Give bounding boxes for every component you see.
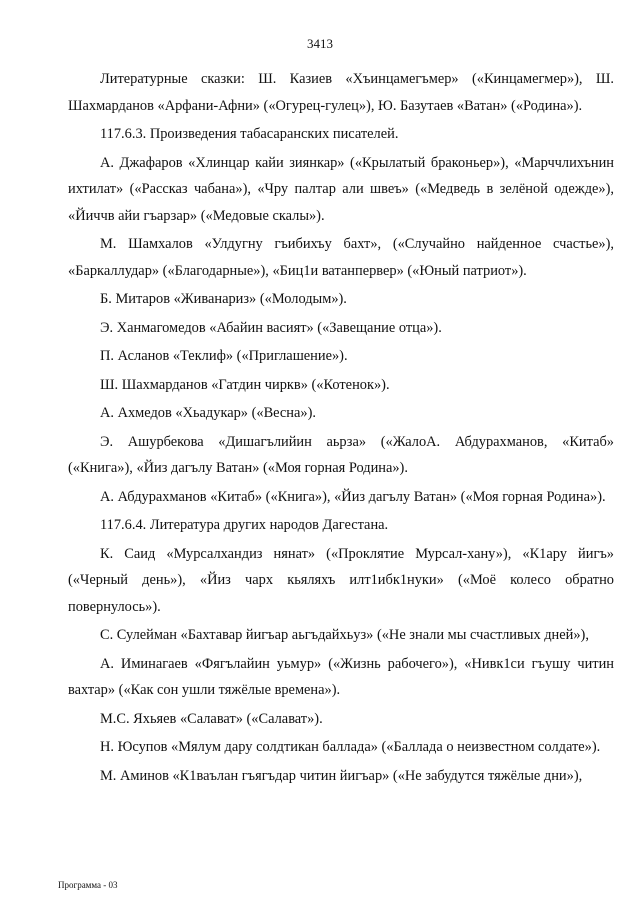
paragraph-mitarov: Б. Митаров «Живанариз» («Молодым»). [100, 291, 347, 307]
paragraph-iminagaev: А. Иминагаев «Фягълайин уьмур» («Жизнь рабочего»), «Нивк1си гъушу читин вахтар» («Как сон ушли тяжёлые времена»). [68, 655, 614, 698]
paragraph-aslanov: П. Асланов «Теклиф» («Приглашение»). [100, 348, 348, 364]
paragraph-ashurbekova: Э. Ашурбекова «Дишагълийин аьрза» («ЖалоА. Абдурахманов, «Китаб» («Книга»), «Йиз дагълу Ватан» («Моя горная Родина»). [68, 433, 614, 476]
paragraph-yakhyaev: М.С. Яхьяев «Салават» («Салават»). [100, 710, 323, 727]
paragraph-shakhmardanov: Ш. Шахмарданов «Гатдин чиркв» («Котенок»). [100, 376, 390, 393]
section-heading-117-6-3: 117.6.3. Произведения табасаранских писателей. [100, 126, 399, 142]
paragraph-dzhafarov: А. Джафаров «Хлинцар кайи зиянкар» («Крылатый браконьер»), «Марччлихънин ихтилат» («Рассказ чабана»), «Чру палтар али швеъ» («Медведь в зелёной одежде»), «Йиччв айи гъарзар» («Медовые скалы»). [68, 154, 614, 224]
paragraph-aminov: М. Аминов «К1ваълан гъягъдар читин йигъар» («Не забудутся тяжёлые дни»), [100, 767, 583, 784]
paragraph-yusupov: Н. Юсупов «Мялум дару солдтикан баллада» («Баллада о неизвестном солдате»). [100, 739, 601, 755]
paragraph-shamkhalov: М. Шамхалов «Улдугну гъибихъу бахт», («Случайно найденное счастье»), «Баркаллудар» («Благодарные»), «Биц1и ватанпервер» («Юный патриот»). [68, 236, 614, 279]
document-body [68, 66, 614, 791]
paragraph-literary-tales: Литературные сказки: Ш. Казиев «Хъинцамегъмер» («Кинцамегмер»), Ш. Шахмарданов «Арфани-Афни» («Огурец-гулец»), Ю. Базутаев «Ватан» («Родина»). [68, 71, 614, 114]
paragraph-said: К. Саид «Мурсалхандиз нянат» («Проклятие Мурсал-хану»), «К1ару йигъ» («Черный день»), «Йиз чарх кьяляхъ илт1ибк1нуки» («Моё колесо обратно повернулось»). [68, 545, 614, 615]
paragraph-akhmedov: А. Ахмедов «Хьадукар» («Весна»). [100, 405, 316, 421]
paragraph-khanmagomedov: Э. Ханмагомедов «Абайин васият» («Завещание отца»). [100, 319, 442, 336]
page-footer: Программа - 03 [58, 880, 118, 890]
page-number: 3413 [307, 36, 333, 51]
paragraph-abdurakhmanov: А. Абдурахманов «Китаб» («Книга»), «Йиз дагълу Ватан» («Моя горная Родина»). [100, 488, 606, 505]
section-heading-117-6-4: 117.6.4. Литература других народов Дагестана. [100, 517, 389, 533]
paragraph-suleiman: С. Сулейман «Бахтавар йигъар аьгъдайхьуз» («Не знали мы счастливых дней»), [100, 627, 589, 643]
